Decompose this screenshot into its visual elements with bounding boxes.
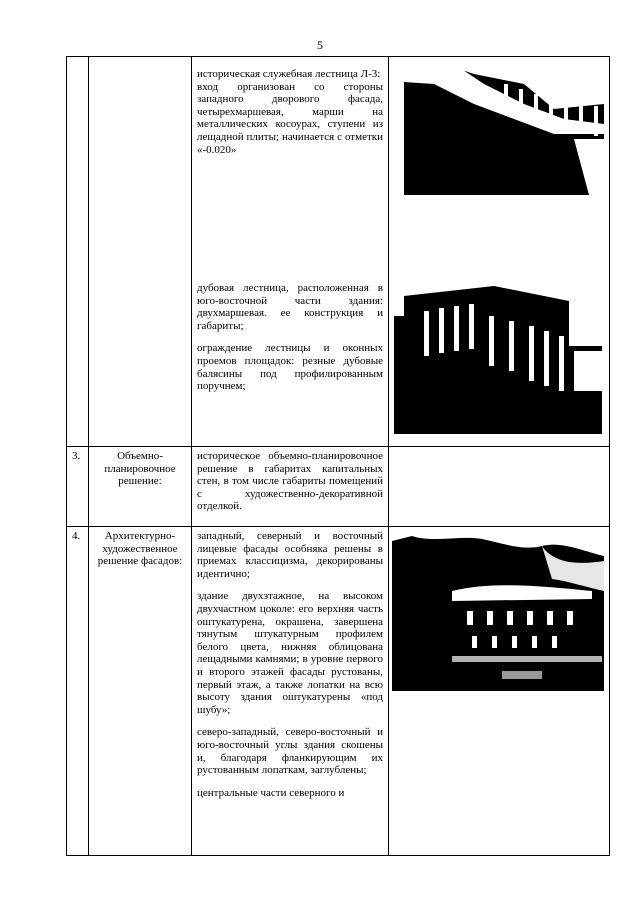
description-cell xyxy=(197,282,383,393)
paragraph: дубовая лестница, расположенная в юго-восточной части здания: двухмаршевая. ее конструкция и габариты; xyxy=(197,282,383,332)
row-divider xyxy=(66,446,610,447)
paragraph: западный, северный и восточный лицевые фасады особняка решены в приемах классицизма, декорированы идентично; xyxy=(197,530,383,580)
element-name: Архитектурно-художественное решение фасадов: xyxy=(97,530,183,568)
col-divider xyxy=(388,56,389,856)
service-staircase-photo xyxy=(404,64,604,195)
paragraph: здание двухэтажное, на высоком двухчастном цоколе: его верхняя часть оштукатурена, окрашена, завершена тянутым штукатурным профилем белого цвета, нижняя облицована лещадными камнями; в уровне первого и второго этажей фасады рустованы, первый этаж, а также лопатки на всю высоту здания оштукатурены «под шубу»; xyxy=(197,590,383,716)
table-border-top xyxy=(66,56,610,57)
element-name: Объемно-планировочное решение: xyxy=(104,450,176,488)
paragraph: вход организован со стороны западного дворового фасада, четырехмаршевая, марши на металлических косоурах, ступени из лещадной плиты; начинается с отметки «-0.020» xyxy=(197,80,383,156)
paragraph: северо-западный, северо-восточный и юго-восточный углы здания скошены и, благодаря фланкирующим их рустованным лопаткам, заглублены; xyxy=(197,726,383,777)
row-number: 3. xyxy=(72,450,81,462)
oak-staircase-photo xyxy=(394,276,602,434)
facade-photo xyxy=(392,531,604,691)
col-divider xyxy=(66,56,67,856)
col-divider xyxy=(191,56,192,856)
paragraph: историческая служебная лестница Л-3: xyxy=(197,68,381,80)
description-cell xyxy=(197,530,383,799)
row-divider xyxy=(66,526,610,527)
page-number: 5 xyxy=(317,38,323,52)
table-border-bottom xyxy=(66,855,610,856)
description-cell xyxy=(197,68,383,156)
paragraph: историческое объемно-планировочное решение в габаритах капитальных стен, в том числе габариты помещений с художественно-декоративной отделкой. xyxy=(197,450,383,513)
col-divider xyxy=(88,56,89,856)
paragraph: ограждение лестницы и оконных проемов площадок: резные дубовые балясины под профилированным поручнем; xyxy=(197,342,383,393)
protection-subject-table xyxy=(66,56,610,856)
description-cell xyxy=(197,450,383,513)
col-divider xyxy=(609,56,610,856)
row-number: 4. xyxy=(72,530,81,542)
paragraph: центральные части северного и xyxy=(197,786,345,799)
